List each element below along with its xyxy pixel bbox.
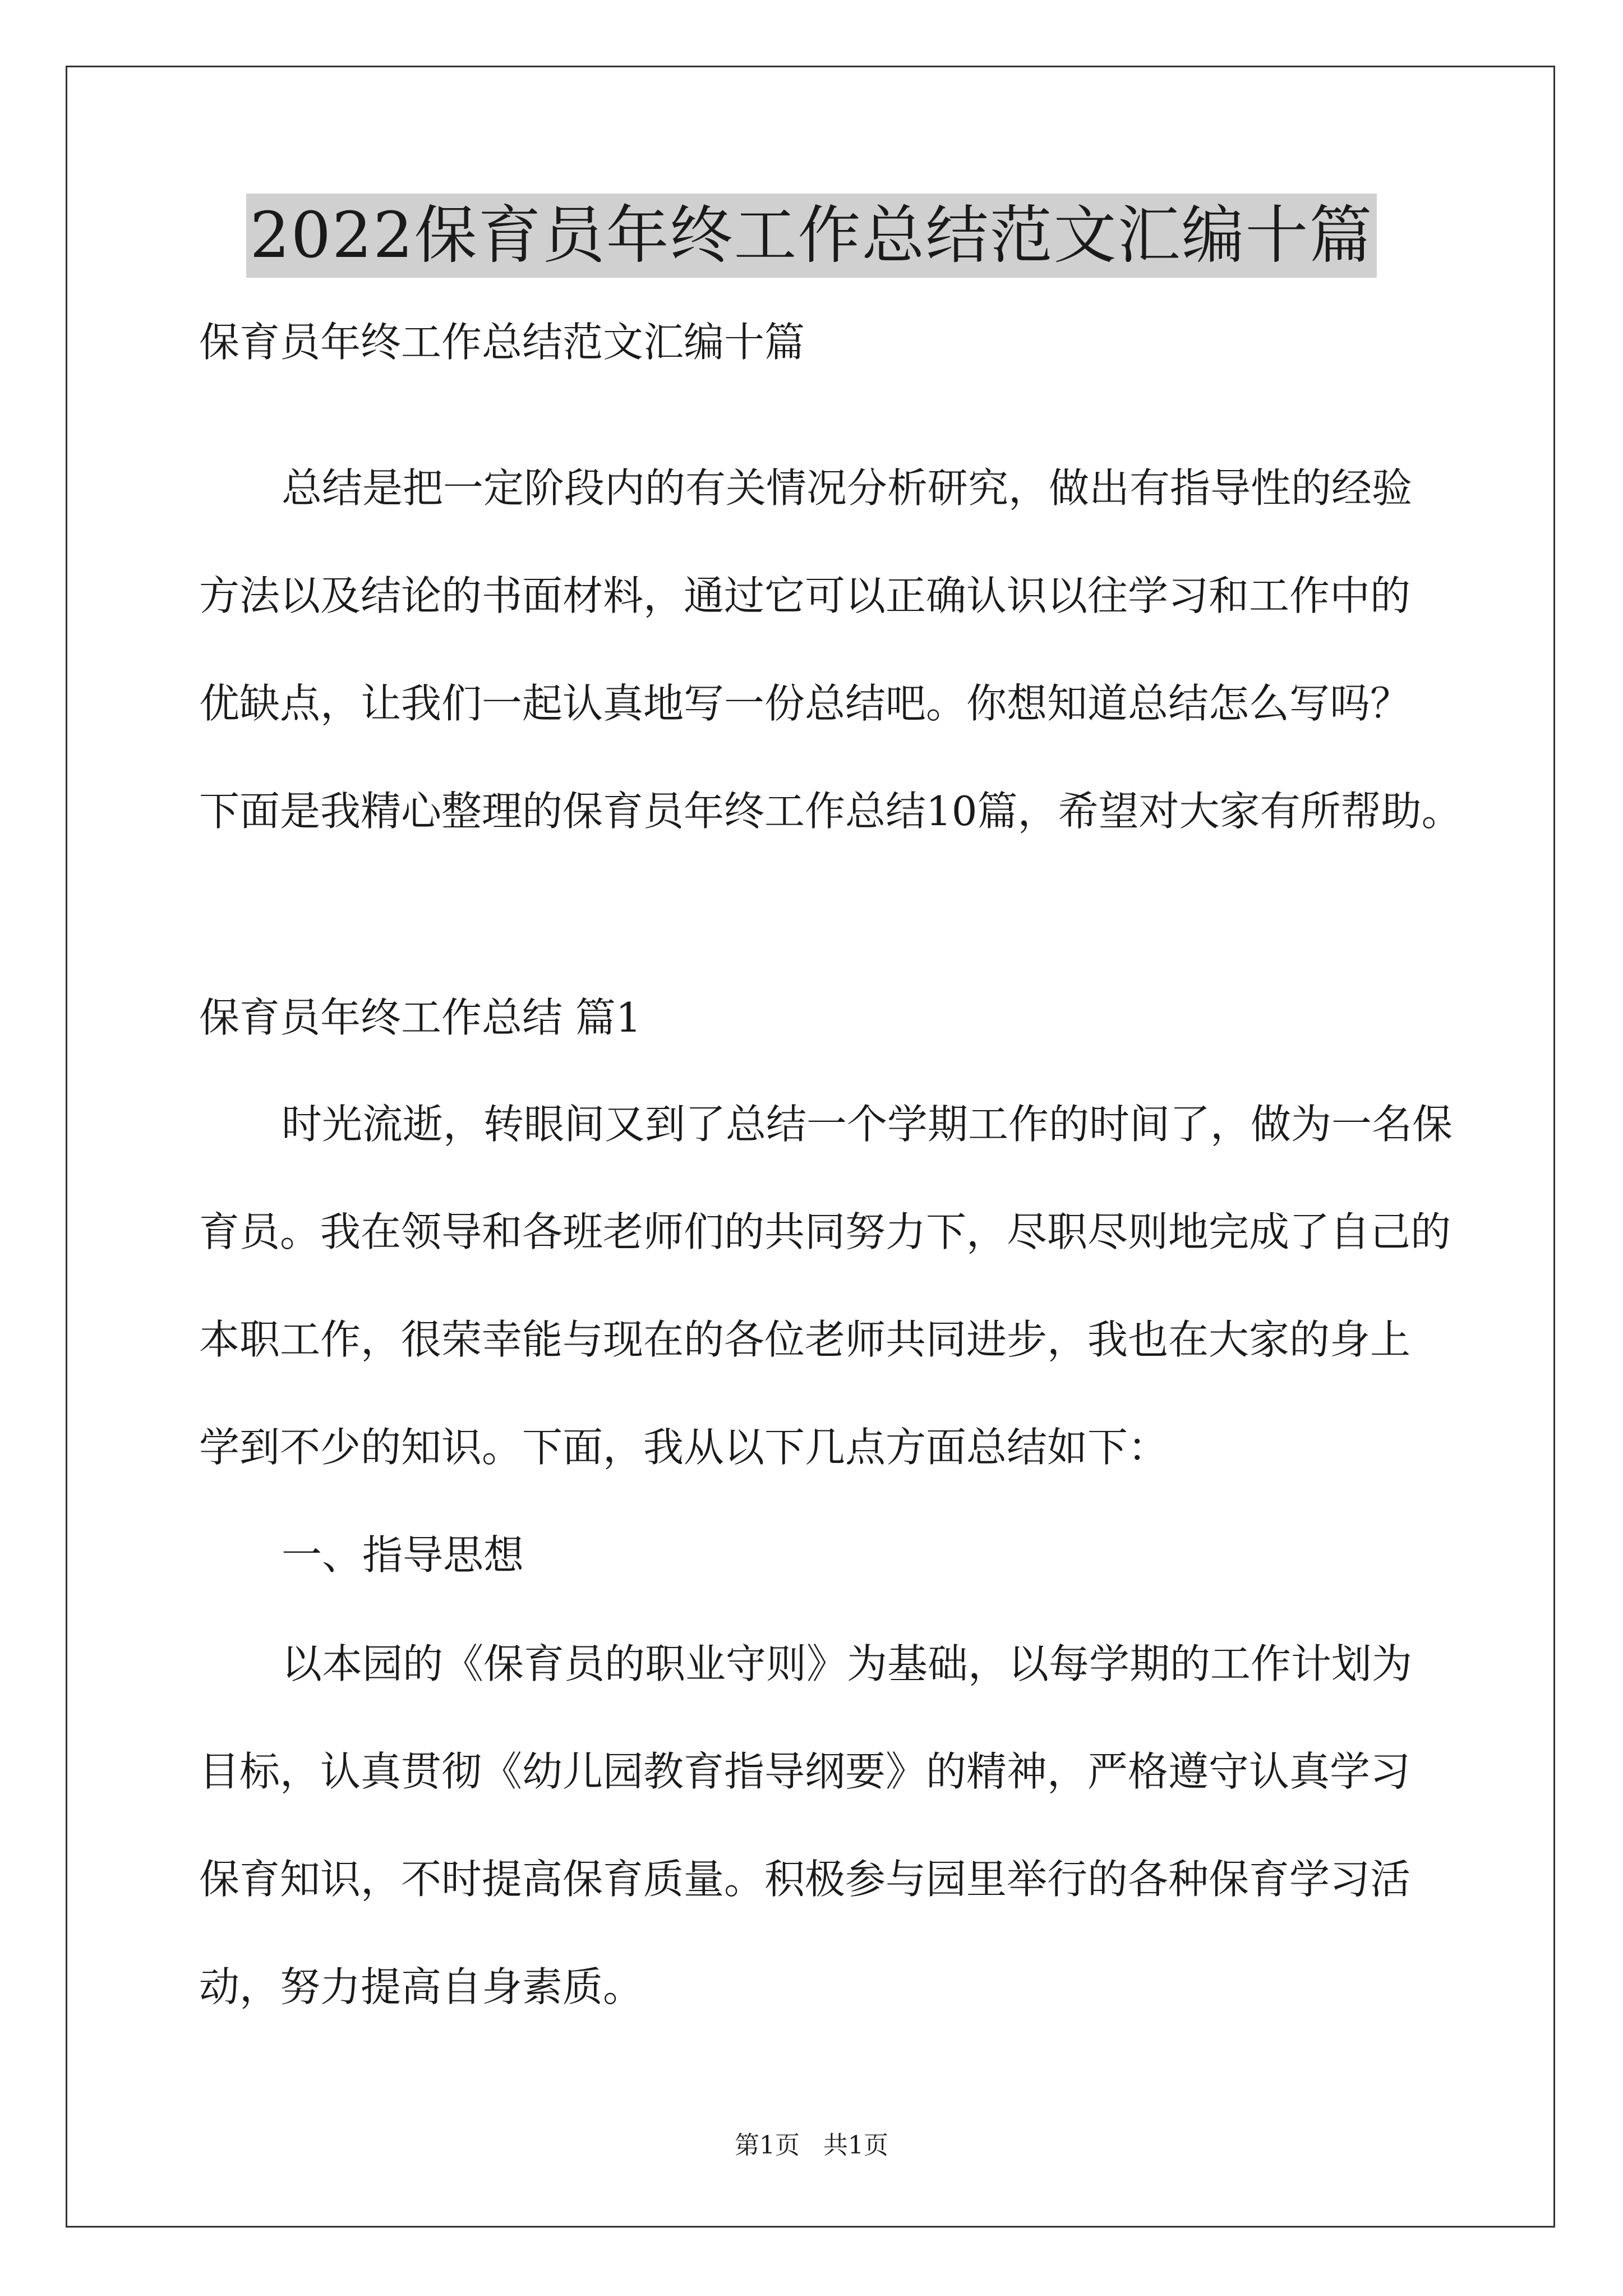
document-subtitle: 保育员年终工作总结范文汇编十篇 [199,319,805,366]
section-para1-line-3: 本职工作，很荣幸能与现在的各位老师共同进步，我也在大家的身上 [199,1316,1411,1363]
section-para2-line-3: 保育知识，不时提高保育质量。积极参与园里举行的各种保育学习活 [199,1856,1411,1903]
section-para1-line-4: 学到不少的知识。下面，我从以下几点方面总结如下： [199,1424,1169,1471]
section-para2-line-2: 目标，认真贯彻《幼儿园教育指导纲要》的精神，严格遵守认真学习 [199,1748,1411,1795]
page-footer: 第1页 共1页 [735,2131,888,2160]
section-para2-line-1: 以本园的《保育员的职业守则》为基础，以每学期的工作计划为 [282,1640,1413,1687]
document-title: 2022保育员年终工作总结范文汇编十篇 [246,194,1376,278]
section-para1-line-2: 育员。我在领导和各班老师们的共同努力下，尽职尽则地完成了自己的 [199,1208,1451,1255]
intro-line-1: 总结是把一定阶段内的有关情况分析研究，做出有指导性的经验 [282,464,1413,512]
section-heading: 保育员年终工作总结 篇1 [199,994,642,1041]
title-container [0,194,1623,278]
section-para2-line-4: 动，努力提高自身素质。 [199,1963,644,2010]
intro-line-4: 下面是我精心整理的保育员年终工作总结10篇，希望对大家有所帮助。 [199,788,1462,835]
section-para1-line-1: 时光流逝，转眼间又到了总结一个学期工作的时间了，做为一名保 [282,1101,1453,1148]
subheading: 一、指导思想 [282,1531,524,1579]
intro-line-2: 方法以及结论的书面材料，通过它可以正确认识以往学习和工作中的 [199,572,1411,619]
intro-line-3: 优缺点，让我们一起认真地写一份总结吧。你想知道总结怎么写吗？ [199,680,1411,727]
